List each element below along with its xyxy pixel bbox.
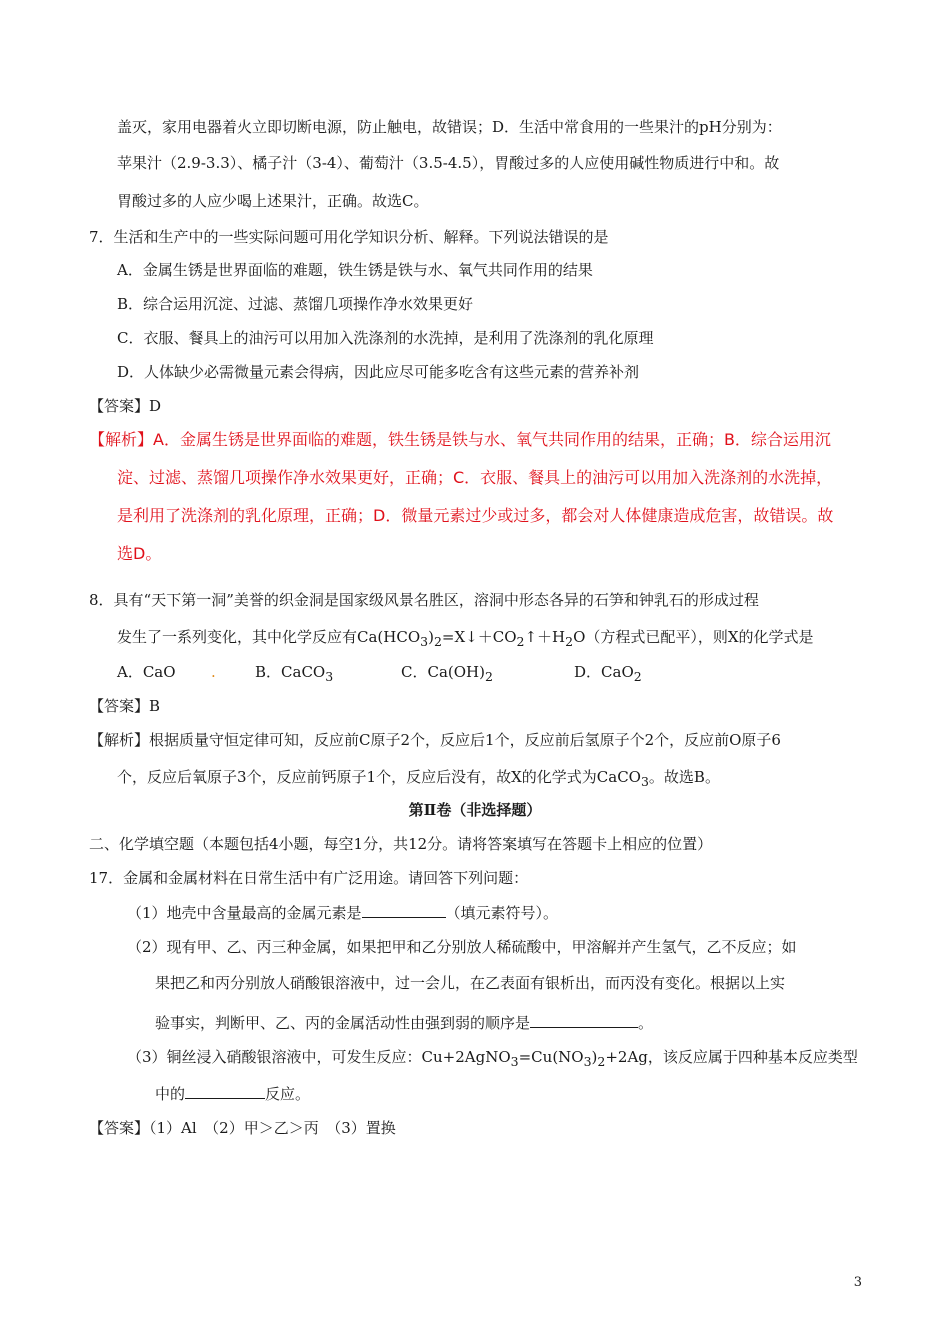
question-8-analysis: 个，反应后氧原子3个，反应前钙原子1个，反应后没有，故X的化学式为CaCO$_3$。故选B。 [117,768,720,789]
question-7-option-b: B．综合运用沉淀、过滤、蒸馏几项操作净水效果更好 [117,295,474,313]
question-17-part-1: （1）地壳中含量最高的金属元素是 （填元素符号）。 [127,904,559,922]
section-instructions: 二、化学填空题（本题包括4小题，每空1分，共12分。请将答案填写在答题卡上相应的位置） [89,835,713,853]
question-7-stem: 7．生活和生产中的一些实际问题可用化学知识分析、解释。下列说法错误的是 [89,228,609,246]
question-7-option-a: A．金属生锈是世界面临的难题，铁生锈是铁与水、氧气共同作用的结果 [117,261,593,279]
question-8-option-b: B．CaCO$_3$ [255,663,334,684]
answer-blank [362,902,446,918]
text-line: 苹果汁（2.9-3.3）、橘子汁（3-4）、葡萄汁（3.5-4.5），胃酸过多的人应使用碱性物质进行中和。故 [117,154,780,172]
text-line: 胃酸过多的人应少喝上述果汁，正确。故选C。 [117,192,429,210]
question-17-part-2: 验事实，判断甲、乙、丙的金属活动性由强到弱的顺序是 。 [155,1014,654,1032]
page-number: 3 [853,1275,862,1290]
question-7-analysis: 淀、过滤、蒸馏几项操作净水效果更好，正确；C．衣服、餐具上的油污可以用加入洗涤剂的水洗掉， [117,468,833,487]
question-7-analysis: 【解析】A．金属生锈是世界面临的难题，铁生锈是铁与水、氧气共同作用的结果，正确；B．综合运用沉 [89,430,831,449]
answer-blank [530,1012,638,1028]
question-17-part-3: 中的 反应。 [155,1085,311,1103]
question-8-answer: 【答案】B [89,697,161,715]
question-8-option-d: D．CaO$_2$ [574,663,642,684]
question-7-analysis: 是利用了洗涤剂的乳化原理，正确；D．微量元素过少或过多，都会对人体健康造成危害，故错误。故 [117,506,834,525]
answer-blank [185,1083,265,1099]
stray-dot: . [211,663,216,681]
question-17-answer: 【答案】（1）Al （2）甲＞乙＞丙 （3）置换 [89,1119,396,1137]
question-17-part-3: （3）铜丝浸入硝酸银溶液中，可发生反应：$Cu+2AgNO_3=Cu(NO_3)_2+2Ag$，该反应属于四种基本反应类型 [127,1048,858,1069]
section-title: 第Ⅱ卷（非选择题） [408,801,542,819]
question-17-stem: 17．金属和金属材料在日常生活中有广泛用途。请回答下列问题： [89,869,529,887]
question-8-option-a: A．CaO [117,663,176,681]
question-8-option-c: C．$Ca(OH)_2$ [401,663,493,684]
question-8-equation: 发生了一系列变化，其中化学反应有$Ca(HCO_3)_2=X↓+CO_2↑+H_2O$（方程式已配平），则X的化学式是 [117,628,814,649]
question-17-part-2: 果把乙和丙分别放人硝酸银溶液中，过一会儿，在乙表面有银析出，而丙没有变化。根据以上实 [155,974,786,992]
question-7-answer: 【答案】D [89,397,162,415]
question-7-analysis: 选D。 [117,544,162,563]
question-17-part-2: （2）现有甲、乙、丙三种金属，如果把甲和乙分别放人稀硫酸中，甲溶解并产生氢气，乙不反应；如 [127,938,797,956]
question-7-option-c: C．衣服、餐具上的油污可以用加入洗涤剂的水洗掉，是利用了洗涤剂的乳化原理 [117,329,654,347]
question-7-option-d: D．人体缺少必需微量元素会得病，因此应尽可能多吃含有这些元素的营养补剂 [117,363,640,381]
text-line: 盖灭，家用电器着火立即切断电源，防止触电，故错误；D．生活中常食用的一些果汁的pH分别为： [117,118,782,136]
question-8-stem: 8．具有“天下第一洞”美誉的织金洞是国家级风景名胜区，溶洞中形态各异的石笋和钟乳石的形成过程 [89,591,759,609]
question-8-analysis: 【解析】根据质量守恒定律可知，反应前C原子2个，反应后1个，反应前后氢原子个2个，反应前O原子6 [89,731,781,749]
